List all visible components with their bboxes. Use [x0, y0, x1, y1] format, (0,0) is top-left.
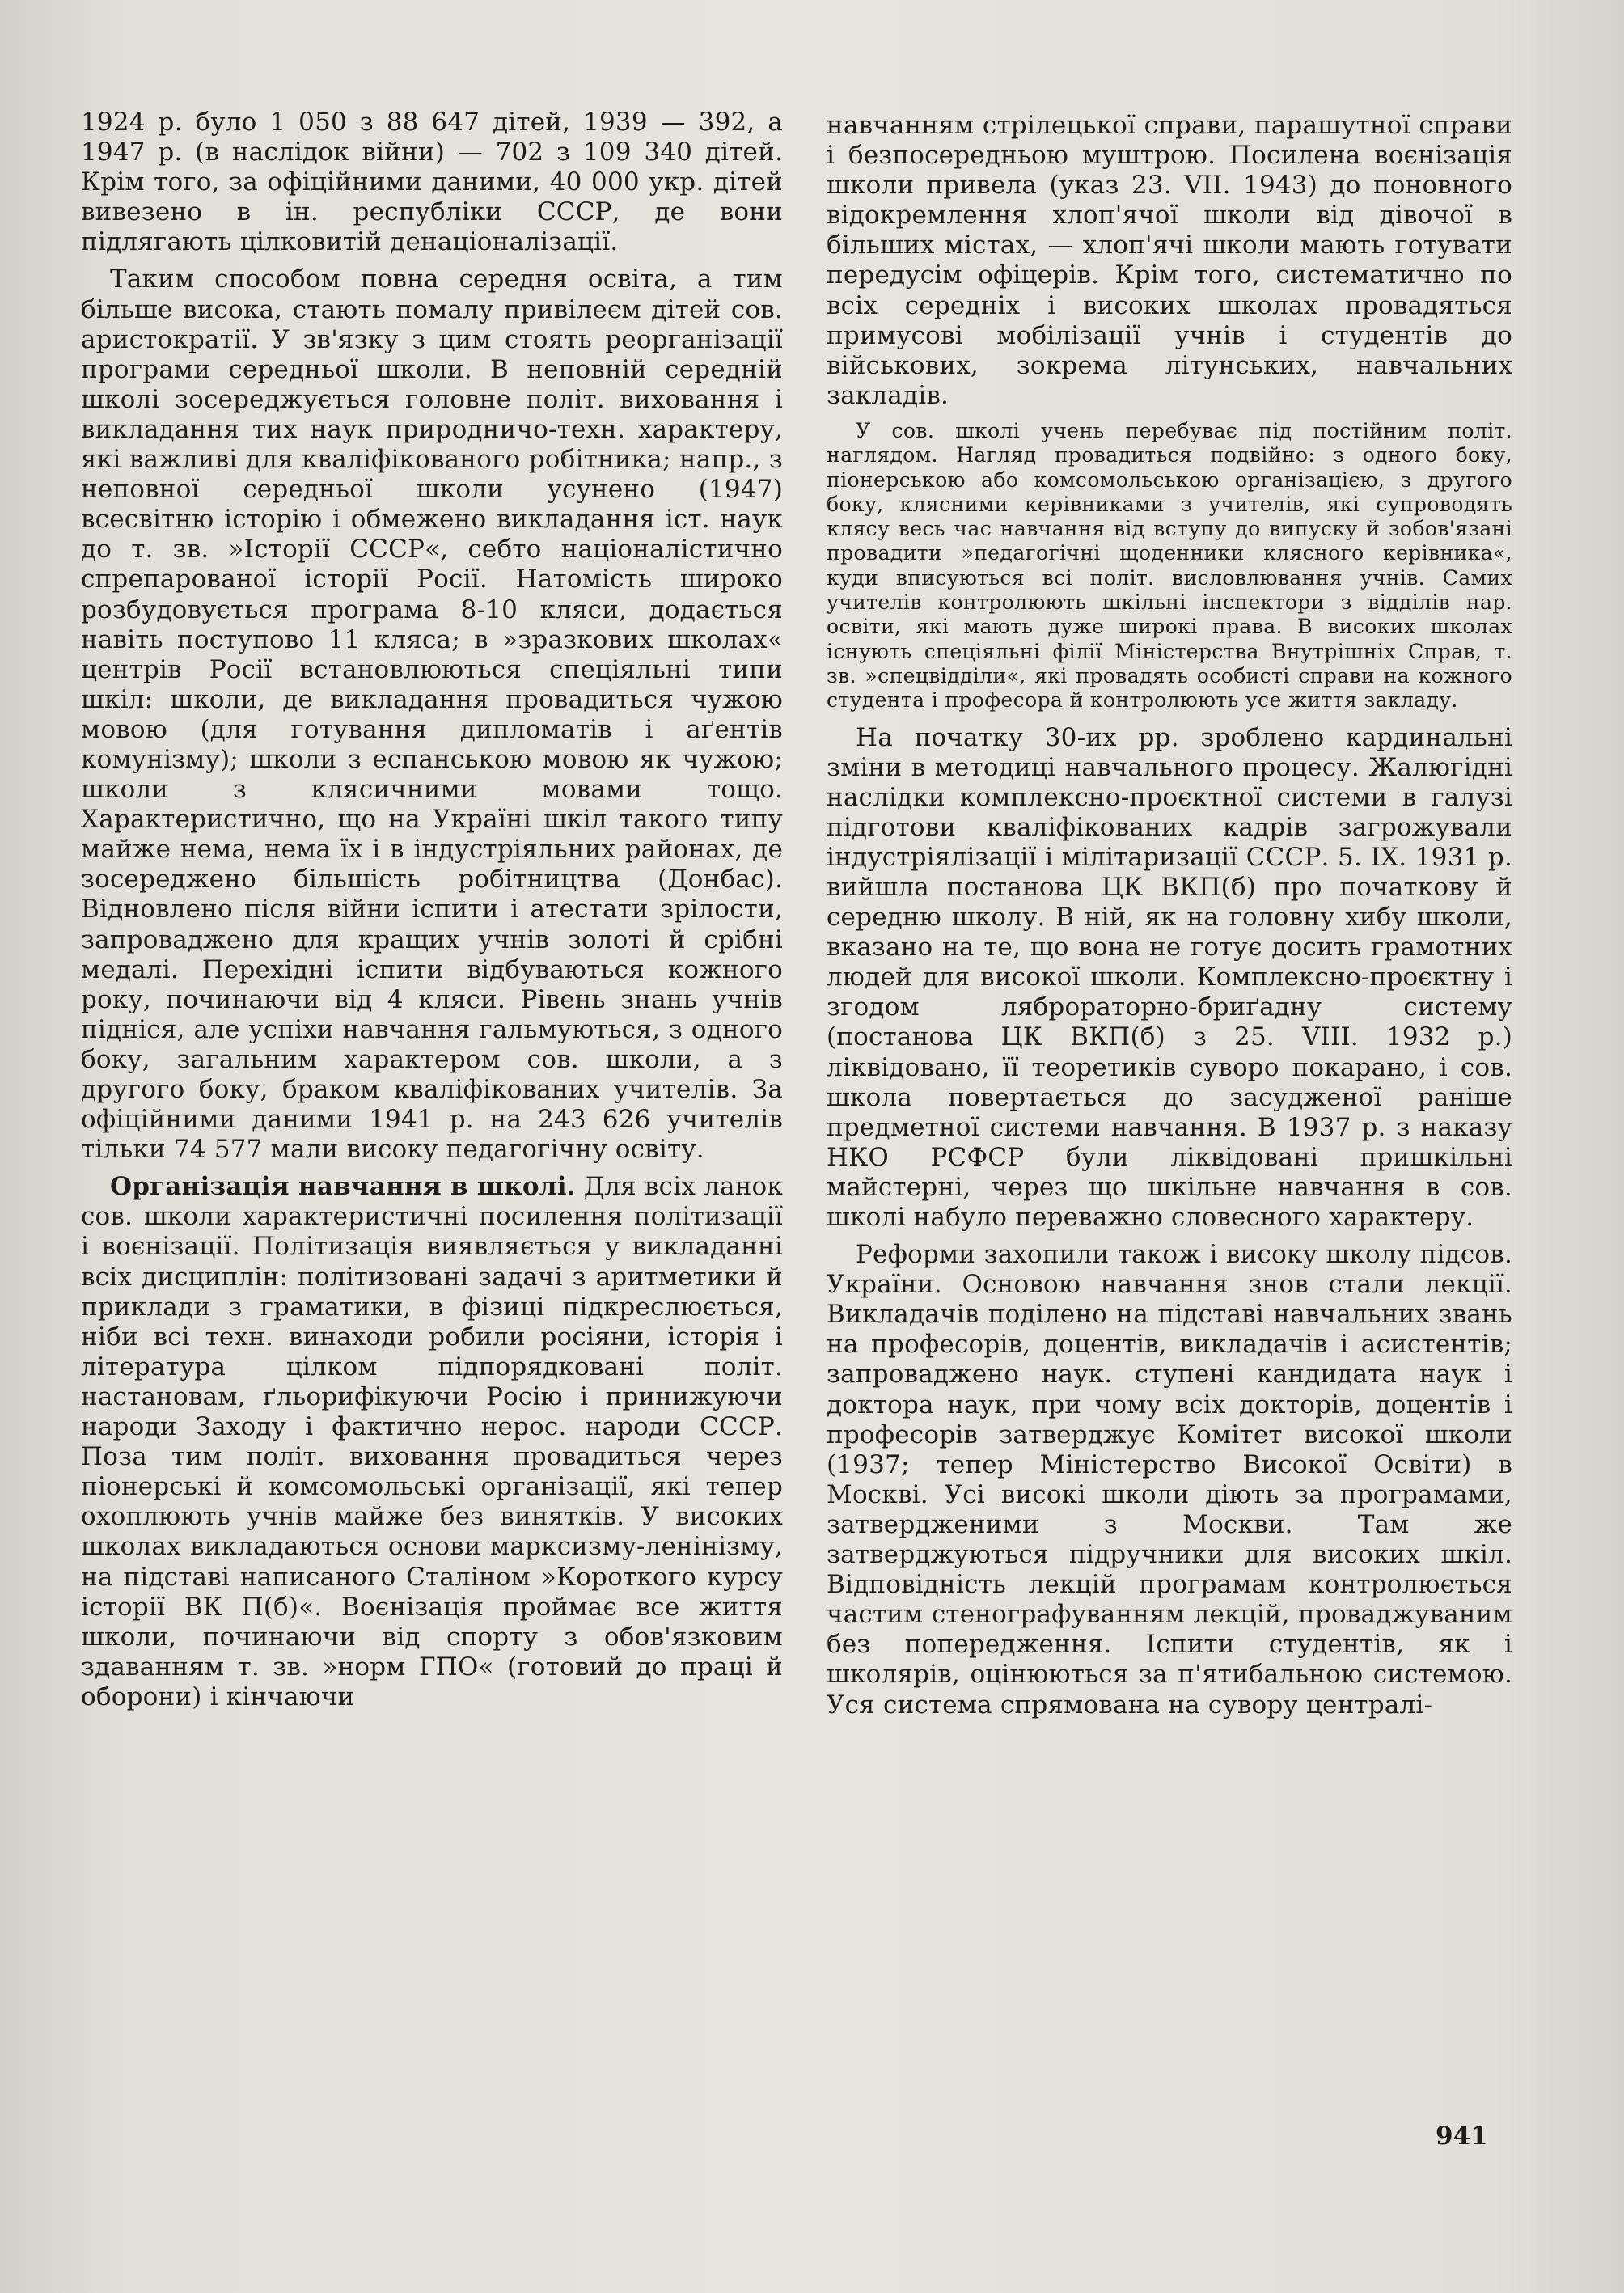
left-column	[81, 108, 783, 1712]
page-number: 941	[1436, 2122, 1488, 2151]
paragraph-statistics: 1924 р. було 1 050 з 88 647 дітей, 1939 — 392, а 1947 р. (в наслідок війни) — 702 з 109 340 дітей. Крім того, за офіційними даними, 40 000 укр. дітей вивезено в ін. республіки СССР, де вони підлягають цілковитій денаціоналізації.	[81, 108, 783, 257]
paragraph-reorganization: Таким способом повна середня освіта, а тим більше висока, стають помалу привілеєм дітей сов. аристократії. У зв'язку з цим стоять реорганізації програми середньої школи. В неповній середній школі зосереджується головне політ. виховання і викладання тих наук природничо-техн. характеру, які важливі для кваліфікованого робітника; напр., з неповної середньої школи усунено (1947) всесвітню історію і обмежено викладання іст. наук до т. зв. »Історії СССР«, себто націоналістично спрепарованої історії Росії. Натомість широко розбудовується програма 8-10 кляси, додається навіть поступово 11 кляса; в »зразкових школах« центрів Росії встановлюються спеціяльні типи шкіл: школи, де викладання провадиться чужою мовою (для готування дипломатів і аґентів комунізму); школи з еспанською мовою як чужою; школи з клясичними мовами тощо. Характеристично, що на Україні шкіл такого типу майже нема, нема їх і в індустріяльних районах, де зосереджено більшість робітництва (Донбас). Відновлено після війни іспити і атестати зрілости, запроваджено для кращих учнів золоті й срібні медалі. Перехідні іспити відбуваються кожного року, починаючи від 4 кляси. Рівень знань учнів підніся, але успіхи навчання гальмуються, з одного боку, загальним характером сов. школи, а з другого боку, браком кваліфікованих учителів. За офіційними даними 1941 р. на 243 626 учителів тільки 74 577 мали високу педагогічну освіту.	[81, 264, 783, 1165]
paragraph-method-changes: На початку 30-их рр. зроблено кардинальні зміни в методиці навчального процесу. Жалюгідні наслідки комплексно-проєктної системи в галузі підготови кваліфікованих кадрів загрожували індустріялізації і мілітаризації СССР. 5. IX. 1931 р. вийшла постанова ЦК ВКП(б) про початкову й середню школу. В ній, як на головну хибу школи, вказано на те, що вона не готує досить грамотних людей для високої школи. Комплексно-проєктну і згодом ляброраторно-бриґадну систему (постанова ЦК ВКП(б) з 25. VIII. 1932 р.) ліквідовано, її теоретиків суворо покарано, і сов. школа повертається до засудженої раніше предметної системи навчання. В 1937 р. з наказу НКО РСФСР були ліквідовані пришкільні майстерні, через що шкільне навчання в сов. школі набуло переважно словесного характеру.	[827, 722, 1512, 1232]
paragraph-militarization: навчанням стрілецької справи, парашутної справи і безпосередньою муштрою. Посилена воєнізація школи привела (указ 23. VII. 1943) до поновного відокремлення хлоп'ячої школи від дівочої в більших містах, — хлоп'ячі школи мають готувати передусім офіцерів. Крім того, систематично по всіх середніх і високих школах провадяться примусові мобілізації учнів і студентів до військових, зокрема літунських, навчальних закладів.	[827, 111, 1512, 410]
section-heading-organization: Організація навчання в школі.	[110, 1172, 576, 1202]
paragraph-higher-school-reforms: Реформи захопили також і високу школу підсов. України. Основою навчання знов стали лекції. Викладачів поділено на підставі навчальних звань на професорів, доцентів, викладачів і асистентів; запроваджено наук. ступені кандидата наук і доктора наук, при чому всіх докторів, доцентів і професорів затверджує Комітет високої школи (1937; тепер Міністерство Високої Освіти) в Москві. Усі високі школи діють за програмами, затвердженими з Москви. Там же затверджуються підручники для високих шкіл. Відповідність лекцій програмам контролюється частим стенографуванням лекцій, проваджуваним без попередження. Іспити студентів, як і школярів, оцінюються за п'ятибальною системою. Уся система спрямована на сувору централі-	[827, 1240, 1512, 1720]
paragraph-organization-text: Для всіх ланок сов. школи характеристичні посилення політизації і воєнізації. Політизація виявляється у викладанні всіх дисциплін: політизовані задачі з аритметики й приклади з граматики, в фізиці підкреслюється, ніби всі техн. винаходи робили росіяни, історія і література цілком підпорядковані політ. настановам, ґльорифікуючи Росію і принижуючи народи Заходу і фактично нерос. народи СССР. Поза тим політ. виховання провадиться через піонерські й комсомольські організації, які тепер охоплюють учнів майже без винятків. У високих школах викладаються основи марксизму-ленінізму, на підставі написаного Сталіном »Короткого курсу історії ВК П(б)«. Воєнізація проймає все життя школи, починаючи від спорту з обов'язковим здаванням т. зв. »норм ГПО« (готовий до праці й оборони) і кінчаючи	[81, 1172, 783, 1711]
paragraph-organization	[81, 1172, 783, 1712]
right-column	[827, 111, 1512, 1720]
paragraph-supervision-note: У сов. школі учень перебуває під постійним політ. наглядом. Нагляд провадиться подвійно: з одного боку, піонерською або комсомольською організацією, з другого боку, клясними керівниками з учителів, які супроводять клясу весь час навчання від вступу до випуску й зобов'язані провадити »педагогічні щоденники клясного керівника«, куди вписуються всі політ. висловлювання учнів. Самих учителів контролюють шкільні інспектори з відділів нар. освіти, які мають дуже широкі права. В високих школах існують спеціяльні філії Міністерства Внутрішніх Справ, т. зв. »спецвідділи«, які провадять особисті справи на кожного студента і професора й контролюють усе життя закладу.	[827, 418, 1512, 713]
